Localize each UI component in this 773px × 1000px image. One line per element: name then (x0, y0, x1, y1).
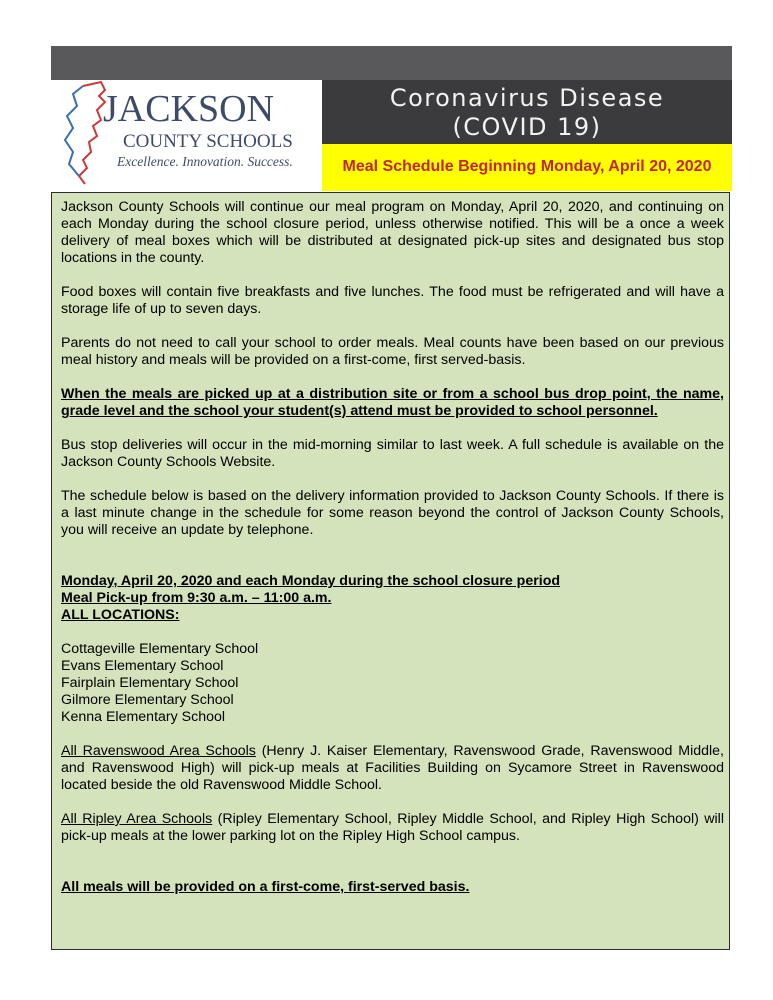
paragraph-parents: Parents do not need to call your school to order meals. Meal counts have been based on our previous meal history and meals will be provided on a first-come, first served-basis. (61, 335, 724, 368)
logo-subname: COUNTY SCHOOLS (123, 131, 293, 152)
paragraph-schedule-note: The schedule below is based on the delivery information provided to Jackson County Schools. If there is a last minute change in the schedule for some reason beyond the control of Jackson County Schools, you will receive an update by telephone. (61, 488, 724, 538)
title-box (322, 80, 732, 144)
school-list-item: Kenna Elementary School (61, 709, 226, 725)
notice-content (61, 199, 724, 896)
meal-schedule-subtitle: Meal Schedule Beginning Monday, April 20, 2020 (342, 158, 712, 175)
school-list-item: Evans Elementary School (61, 658, 224, 674)
schedule-day: Monday, April 20, 2020 and each Monday during the school closure period (61, 573, 561, 589)
paragraph-food-boxes: Food boxes will contain five breakfasts and five lunches. The food must be refrigerated and will have a storage life of up to seven days. (61, 284, 724, 317)
paragraph-program: Jackson County Schools will continue our meal program on Monday, April 20, 2020, and continuing on each Monday during the school closure period, unless otherwise notified. This will be a once a week delivery of meal boxes which will be distributed at designated pick-up sites and designated bus stop locations in the county. (61, 199, 724, 266)
notice-body (51, 192, 730, 950)
school-list-item: Fairplain Elementary School (61, 675, 239, 691)
paragraph-bus-stop: Bus stop deliveries will occur in the mid-morning similar to last week. A full schedule is available on the Jackson County Schools Website. (61, 437, 724, 470)
logo-name: JACKSON (103, 88, 275, 130)
ripley-label: All Ripley Area Schools (61, 811, 213, 827)
logo-tagline: Excellence. Innovation. Success. (117, 154, 293, 169)
page-title: Coronavirus Disease (389, 84, 665, 112)
schedule-locations-heading: ALL LOCATIONS: (61, 607, 180, 623)
ravenswood-text: (Henry J. Kaiser Elementary, Ravenswood Grade, Ravenswood Middle, and Ravenswood High) will pick-up meals at Facilities Building on Sycamore Street in Ravenswood located beside the old Ravenswood Middle School. (61, 743, 724, 793)
paragraph-ravenswood (61, 743, 724, 794)
top-banner-bar (51, 46, 732, 80)
school-list-item: Gilmore Elementary School (61, 692, 234, 708)
ripley-text: (Ripley Elementary School, Ripley Middle School, and Ripley High School) will pick-up meals at the lower parking lot on the Ripley High School campus. (61, 811, 724, 844)
ravenswood-label: All Ravenswood Area Schools (61, 743, 256, 759)
subtitle-banner (322, 144, 732, 191)
paragraph-pickup-requirements: When the meals are picked up at a distribution site or from a school bus drop point, the name, grade level and the school your student(s) attend must be provided to school personnel. (61, 386, 724, 419)
page-title-sub: (COVID 19) (452, 113, 602, 141)
schedule-time: Meal Pick-up from 9:30 a.m. – 11:00 a.m. (61, 590, 332, 606)
paragraph-ripley (61, 811, 724, 845)
jackson-county-schools-logo (51, 80, 322, 190)
closing-statement: All meals will be provided on a first-come, first-served basis. (61, 879, 470, 895)
school-list-item: Cottageville Elementary School (61, 641, 259, 657)
